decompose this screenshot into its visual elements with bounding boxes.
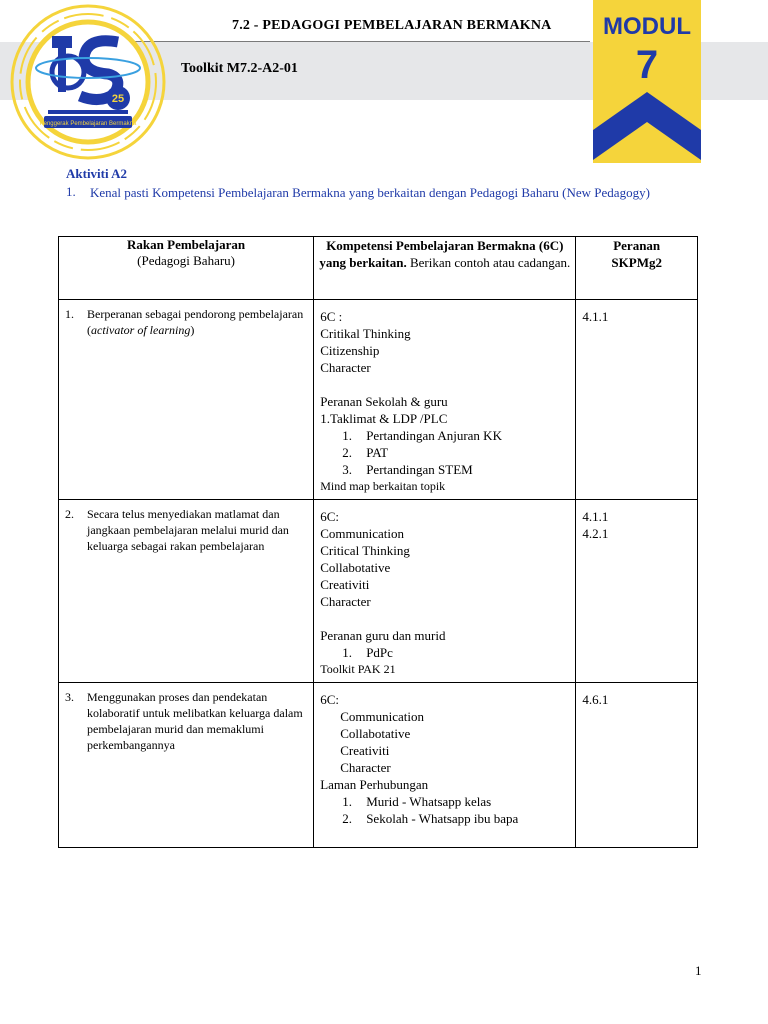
header-peranan-line2: SKPMg2 [611, 255, 662, 270]
competency-list-item [320, 427, 569, 444]
header-peranan [576, 237, 698, 300]
row-description-text: Secara telus menyediakan matlamat dan jangkaan pembelajaran melalui murid dan keluarga sebagai rakan pembelajaran [87, 507, 289, 553]
header-kompetensi [314, 237, 576, 300]
competency-item: Character [320, 360, 371, 375]
row-description [59, 683, 314, 848]
row-competency [314, 683, 576, 848]
activity-item-text: Kenal pasti Kompetensi Pembelajaran Bermakna yang berkaitan dengan Pedagogi Baharu (New Pedagogy) [90, 185, 650, 200]
module-title: 7.2 - PEDAGOGI PEMBELAJARAN BERMAKNA [232, 18, 552, 33]
list-text: PAT [366, 445, 389, 460]
competency-note: Toolkit PAK 21 [320, 662, 396, 676]
row-number: 3. [65, 690, 74, 704]
modul-7-badge [593, 0, 701, 163]
competency-table [58, 236, 698, 848]
ts25-logo [8, 2, 168, 162]
list-number: 1. [342, 428, 352, 443]
row-skpm [576, 300, 698, 500]
competency-subheading: Laman Perhubungan [320, 777, 429, 792]
row-skpm [576, 500, 698, 683]
header-kompetensi-normal: Berikan contoh atau cadangan. [406, 255, 571, 270]
skpm-code: 4.1.1 [582, 309, 609, 324]
list-number: 1. [342, 794, 352, 809]
activity-item [66, 184, 690, 201]
list-text: Murid - Whatsapp kelas [366, 794, 492, 809]
row-skpm [576, 683, 698, 848]
competency-heading: 6C: [320, 509, 339, 524]
activity-section [66, 166, 690, 201]
list-text: Sekolah - Whatsapp ibu bapa [366, 811, 519, 826]
toolkit-code: Toolkit M7.2-A2-01 [181, 61, 298, 76]
row-number: 2. [65, 507, 74, 521]
modul-number: 7 [635, 43, 659, 87]
competency-item: Citizenship [320, 343, 380, 358]
modul-label: MODUL [603, 13, 691, 40]
competency-item: Critical Thinking [320, 543, 410, 558]
row-description-text [87, 306, 307, 338]
competency-item: Critikal Thinking [320, 326, 411, 341]
competency-list-item [320, 644, 569, 661]
table-header-row [59, 237, 698, 300]
row-number: 1. [65, 307, 74, 321]
list-text: PdPc [366, 645, 393, 660]
competency-item: Character [320, 594, 371, 609]
competency-list-item [320, 444, 569, 461]
competency-list-item [320, 793, 569, 810]
row-description-part: Berperanan sebagai pendorong pembelajaran ( [87, 307, 304, 337]
header-rakan [59, 237, 314, 300]
row-description-text: Menggunakan proses dan pendekatan kolaboratif untuk melibatkan keluarga dalam pembelajaran murid dan memaklumi perkembangannya [87, 690, 303, 752]
svg-text:25: 25 [111, 93, 125, 105]
table-row [59, 683, 698, 848]
list-number: 2. [342, 445, 352, 460]
skpm-code: 4.6.1 [582, 692, 609, 707]
competency-list-item [320, 810, 569, 827]
skpm-code: 4.2.1 [582, 526, 609, 541]
list-number: 2. [342, 811, 352, 826]
competency-item: Character [340, 760, 391, 775]
row-competency [314, 300, 576, 500]
competency-item: Creativiti [320, 577, 370, 592]
row-description [59, 300, 314, 500]
list-number: 1. [342, 645, 352, 660]
competency-item: Collabotative [340, 726, 411, 741]
page-number: 1 [695, 963, 702, 978]
list-text: Pertandingan STEM [366, 462, 473, 477]
competency-heading: 6C: [320, 692, 339, 707]
list-number: 3. [342, 462, 352, 477]
header-divider [100, 41, 590, 42]
logo-caption: Penggerak Pembelajaran Bermakna [39, 121, 137, 127]
header-kompetensi-bold: Kompetensi Pembelajaran Bermakna (6C) yang berkaitan. [319, 238, 564, 270]
list-text: Pertandingan Anjuran KK [366, 428, 502, 443]
competency-item: Communication [340, 709, 424, 724]
row-description-part: ) [190, 323, 195, 337]
table-row [59, 500, 698, 683]
activity-title: Aktiviti A2 [66, 166, 128, 181]
activity-item-number: 1. [66, 184, 76, 199]
competency-list-item [320, 461, 569, 478]
competency-heading: 6C : [320, 309, 343, 324]
competency-subheading: 1.Taklimat & LDP /PLC [320, 411, 448, 426]
table-row [59, 300, 698, 500]
competency-item: Creativiti [340, 743, 390, 758]
competency-item: Collabotative [320, 560, 391, 575]
header-rakan-title: Rakan Pembelajaran [127, 237, 246, 252]
row-description [59, 500, 314, 683]
header-rakan-subtitle: (Pedagogi Baharu) [137, 253, 236, 268]
competency-subheading: Peranan guru dan murid [320, 628, 446, 643]
skpm-code: 4.1.1 [582, 509, 609, 524]
competency-subheading: Peranan Sekolah & guru [320, 394, 448, 409]
row-competency [314, 500, 576, 683]
competency-note: Mind map berkaitan topik [320, 479, 446, 493]
competency-item: Communication [320, 526, 404, 541]
header-peranan-line1: Peranan [613, 238, 661, 253]
row-description-italic: activator of learning [91, 323, 191, 337]
